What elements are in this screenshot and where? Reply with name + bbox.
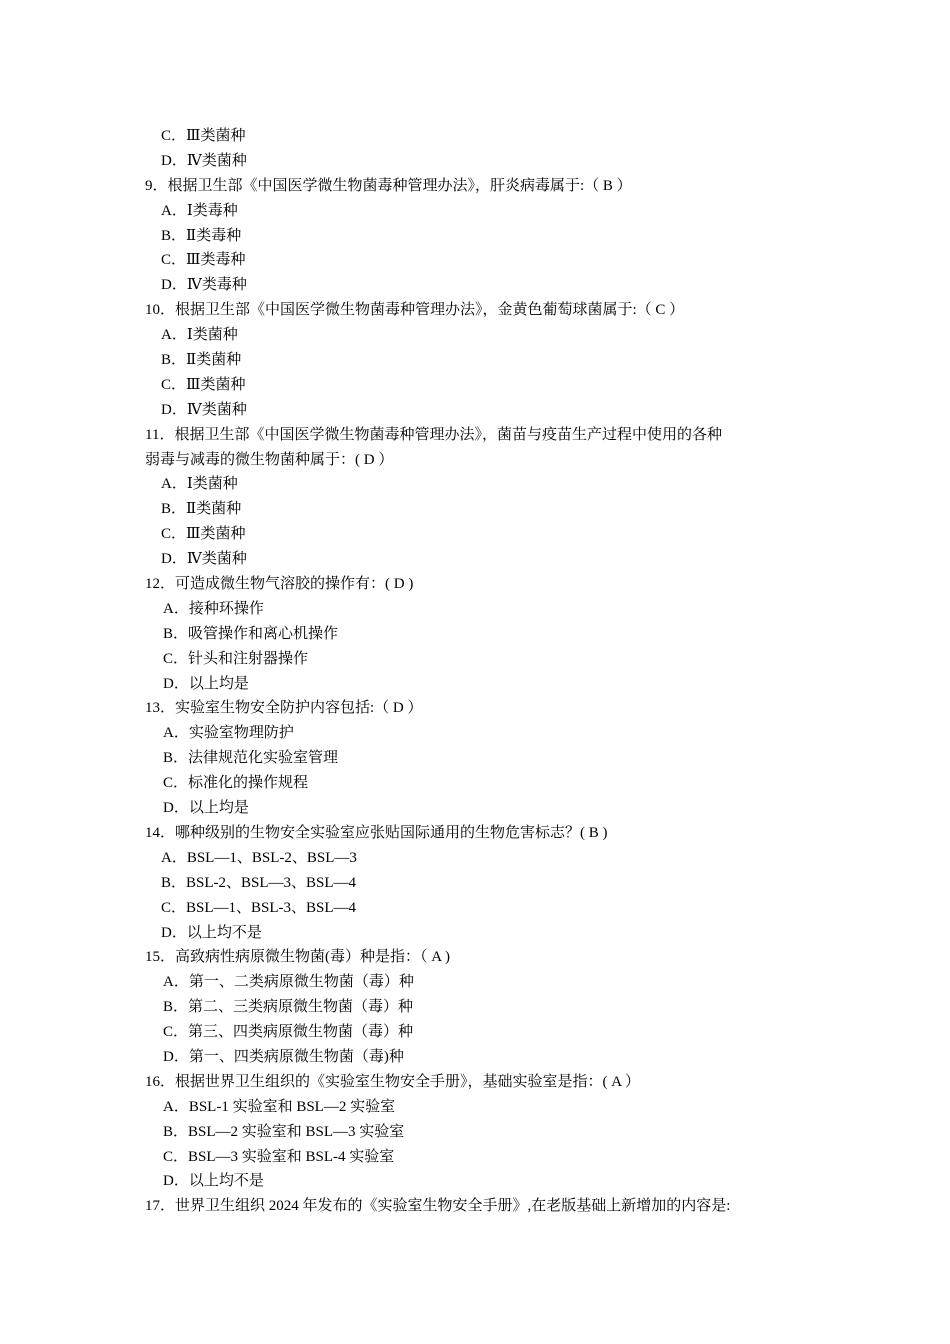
question-line: 9．根据卫生部《中国医学微生物菌毒种管理办法》，肝炎病毒属于:（ B ） (145, 177, 632, 194)
question-line: 14．哪种级别的生物安全实验室应张贴国际通用的生物危害标志？( B ) (145, 824, 608, 841)
question-line: 17．世界卫生组织 2024 年发布的《实验室生物安全手册》,在老版基础上新增加的内容是: (145, 1198, 731, 1215)
option-line: C．针头和注射器操作 (163, 650, 309, 667)
option-line: C．第三、四类病原微生物菌（毒）种 (163, 1024, 414, 1041)
option-line: B．法律规范化实验室管理 (163, 750, 339, 767)
option-line: D．以上均是 (163, 800, 249, 817)
option-line: D．以上均不是 (161, 924, 262, 941)
option-line: B．BSL-2、BSL—3、BSL—4 (161, 874, 357, 891)
option-line: C．标准化的操作规程 (163, 775, 309, 792)
option-line: C．Ⅲ类菌种 (161, 526, 246, 543)
option-line: D．Ⅳ类菌种 (161, 551, 247, 568)
option-line: A．Ⅰ类菌种 (161, 327, 238, 344)
option-line: B．Ⅱ类毒种 (161, 227, 242, 244)
option-line: D．以上均不是 (163, 1173, 264, 1190)
option-line: B．Ⅱ类菌种 (161, 501, 242, 518)
option-line: D．Ⅳ类菌种 (161, 401, 247, 418)
question-line: 16．根据世界卫生组织的《实验室生物安全手册》，基础实验室是指：( A ） (145, 1073, 641, 1090)
option-line: D．Ⅳ类毒种 (161, 277, 247, 294)
question-list (145, 124, 825, 1219)
option-line: B．第二、三类病原微生物菌（毒）种 (163, 999, 414, 1016)
option-line: A．BSL—1、BSL-2、BSL—3 (161, 849, 357, 866)
option-line: A．BSL-1 实验室和 BSL—2 实验室 (163, 1098, 396, 1115)
option-line: A．实验室物理防护 (163, 725, 294, 742)
option-line: B．Ⅱ类菌种 (161, 352, 242, 369)
option-line: C．Ⅲ类菌种 (161, 376, 246, 393)
option-line: C．BSL—1、BSL-3、BSL—4 (161, 899, 357, 916)
question-line: 12．可造成微生物气溶胶的操作有：( D ) (145, 576, 414, 593)
question-line: 11．根据卫生部《中国医学微生物菌毒种管理办法》，菌苗与疫苗生产过程中使用的各种 (145, 426, 722, 443)
option-line: D．以上均是 (163, 675, 249, 692)
option-line: A．Ⅰ类菌种 (161, 476, 238, 493)
option-line: D．第一、四类病原微生物菌（毒)种 (163, 1048, 404, 1065)
question-line-continued: 弱毒与减毒的微生物菌种属于：( D ） (145, 451, 394, 468)
option-line: A．第一、二类病原微生物菌（毒）种 (163, 974, 414, 991)
question-line: 10．根据卫生部《中国医学微生物菌毒种管理办法》，金黄色葡萄球菌属于:（ C ） (145, 302, 685, 319)
option-line: C．Ⅲ类毒种 (161, 252, 246, 269)
option-line: C．Ⅲ类菌种 (161, 128, 246, 144)
option-line: D．Ⅳ类菌种 (161, 152, 247, 169)
question-line: 13．实验室生物安全防护内容包括:（ D ） (145, 700, 423, 717)
option-line: A．Ⅰ类毒种 (161, 202, 238, 219)
option-line: A．接种环操作 (163, 600, 264, 617)
option-line: B．吸管操作和离心机操作 (163, 625, 339, 642)
option-line: C．BSL—3 实验室和 BSL-4 实验室 (163, 1148, 395, 1165)
option-line: B．BSL—2 实验室和 BSL—3 实验室 (163, 1123, 405, 1140)
question-line: 15．高致病性病原微生物菌(毒）种是指：（ A ) (145, 949, 450, 966)
